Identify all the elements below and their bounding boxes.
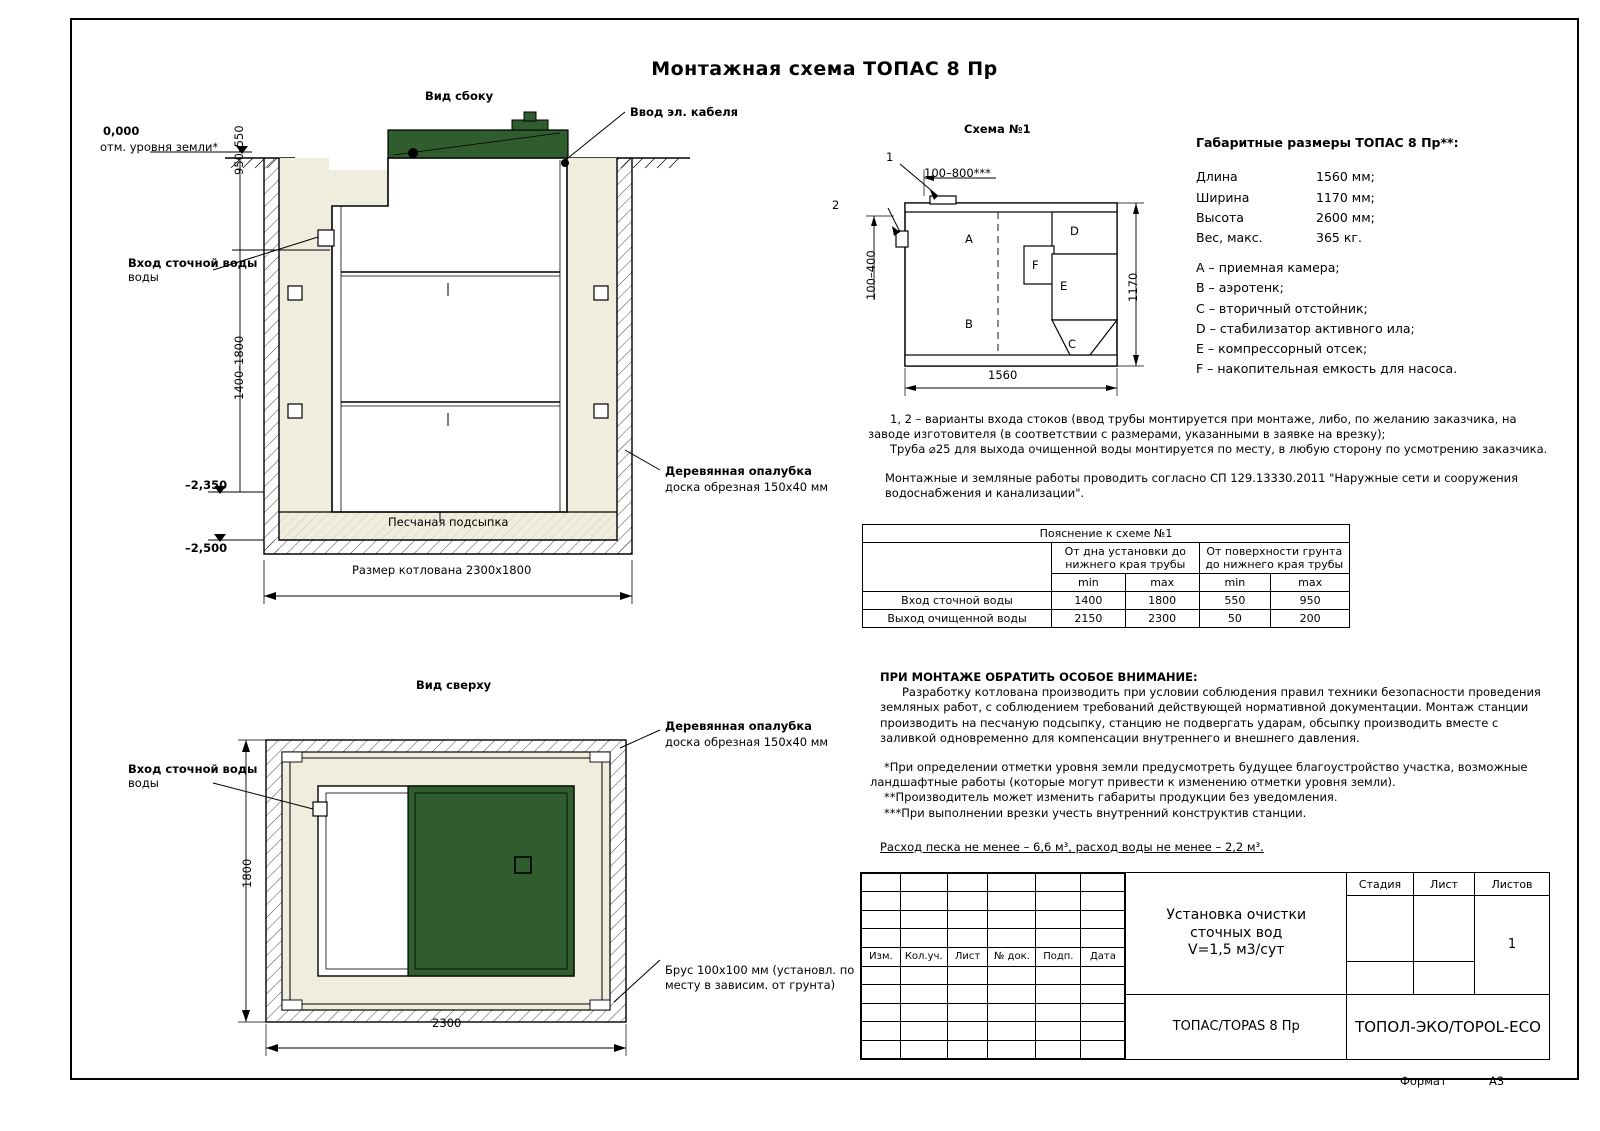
dimension-value: 1170 мм; (1316, 189, 1375, 205)
inlet-label-top-2: воды (128, 776, 159, 790)
inlet-label-side: Вход сточной воды (128, 256, 258, 270)
dimensions-block (1196, 133, 1459, 248)
level-caption: отм. уровня земли* (100, 140, 219, 154)
product-name: ТОПАС/TOPAS 8 Пр (1126, 994, 1347, 1060)
table-row (863, 592, 1350, 610)
dim-1400-1800: 1400–1800 (232, 335, 246, 400)
table-subhead: max (1125, 574, 1199, 592)
footnote-1: *При определении отметки уровня земли предусмотреть будущее благоустройство участка, возможные ландшафтные работы (которые могут привести к изменению отметки уровня земли). (870, 760, 1528, 790)
legend-item: D – стабилизатор активного ила; (1196, 320, 1415, 336)
side-view-caption: Вид сбоку (425, 89, 494, 103)
page-title: Монтажная схема ТОПАС 8 Пр (651, 58, 998, 80)
stamp-col: № док. (988, 947, 1036, 966)
side-view-graphic (150, 112, 690, 604)
stage-head: Стадия (1347, 873, 1414, 896)
formwork-label-side: Деревянная опалубка (665, 464, 812, 478)
object-line-2: сточных вод (1190, 924, 1283, 941)
object-line-3: V=1,5 м3/сут (1188, 942, 1285, 958)
consumption-note: Расход песка не менее – 6,6 м³, расход воды не менее – 2,2 м³. (880, 840, 1264, 854)
table-group-2: От поверхности грунта до нижнего края трубы (1199, 543, 1349, 574)
dimension-row (1196, 228, 1459, 248)
stamp-col: Лист (947, 947, 988, 966)
table-caption: Пояснение к схеме №1 (863, 525, 1350, 543)
table-subhead: min (1199, 574, 1271, 592)
note-variants (868, 412, 1548, 458)
sheet-extra (1414, 961, 1475, 994)
title-block-stamp (860, 872, 1550, 1060)
format-label: Формат (1400, 1074, 1447, 1088)
note-standards: Монтажные и земляные работы проводить согласно СП 129.13330.2011 "Наружные сети и сооружения водоснабжения и канализации". (885, 471, 1519, 501)
scheme-marker-2: 2 (832, 198, 840, 212)
sheet-value (1414, 896, 1475, 962)
sheets-head: Листов (1475, 873, 1550, 896)
revision-table (861, 873, 1125, 1059)
dimension-name: Высота (1196, 209, 1244, 225)
stage-value (1347, 896, 1414, 962)
note-pipe-text: Труба ⌀25 для выхода очищенной воды монтируется по месту, в любую сторону по усмотрению заказчика. (890, 442, 1548, 457)
pit-size-label: Размер котлована 2300х1800 (352, 563, 532, 577)
dimension-value: 365 кг. (1316, 230, 1362, 245)
legend-item: F – накопительная емкость для насоса. (1196, 361, 1458, 377)
formwork-label-side-2: доска обрезная 150х40 мм (665, 480, 829, 494)
table-cell: 550 (1199, 592, 1271, 610)
sand-bed-label: Песчаная подсыпка (388, 515, 509, 529)
dim-100-800: 100–800*** (924, 166, 991, 180)
dim-1170: 1170 (1126, 272, 1140, 302)
attention-body: Разработку котлована производить при условии соблюдения правил техники безопасности проведения земляных работ, с соблюдением требований действующей нормативной документации. Монтаж станции производить на песчаную подсыпку, станцию не подвергать ударам, обсыпку производить вместе с заливкой одновременно для компенсации внутреннего и внешнего давления. (880, 685, 1541, 745)
dimension-name: Длина (1196, 169, 1238, 185)
formwork-label-top-2: доска обрезная 150х40 мм (665, 735, 829, 749)
stamp-col: Подп. (1036, 947, 1081, 966)
format-value: А3 (1489, 1074, 1505, 1088)
stage-extra (1347, 961, 1414, 994)
attention-block (880, 670, 1550, 746)
scheme-cell-A: A (965, 232, 973, 246)
mark-2500: –2,500 (185, 541, 228, 555)
dim-100-400: 100–400 (864, 250, 878, 300)
dim-950-550: 950–550 (232, 125, 246, 175)
note-variants-text: 1, 2 – варианты входа стоков (ввод трубы монтируется при монтаже, либо, по желанию заказчика, на заводе изготовителя (в соответствии с размерами, указанными в заявке на врезку); (868, 412, 1517, 442)
legend-item: E – компрессорный отсек; (1196, 341, 1368, 356)
dimension-name: Вес, макс. (1196, 230, 1263, 245)
company-name: ТОПОЛ-ЭКО/TOPOL-ECO (1347, 994, 1550, 1060)
dim-2300: 2300 (432, 1016, 462, 1030)
attention-title: ПРИ МОНТАЖЕ ОБРАТИТЬ ОСОБОЕ ВНИМАНИЕ: (880, 670, 1198, 684)
level-mark: 0,000 (103, 124, 140, 138)
cable-input-label: Ввод эл. кабеля (630, 105, 739, 119)
table-subhead: min (1052, 574, 1126, 592)
stamp-col: Изм. (862, 947, 901, 966)
sheets-value: 1 (1475, 896, 1550, 995)
table-cell: 50 (1199, 610, 1271, 628)
table-cell: 2300 (1125, 610, 1199, 628)
table-cell: 2150 (1052, 610, 1126, 628)
beam-label: Брус 100х100 мм (установл. по (665, 963, 855, 977)
footnote-3: ***При выполнении врезки учесть внутренний конструктив станции. (884, 805, 1307, 820)
dimension-value: 1560 мм; (1316, 169, 1375, 185)
stamp-col: Кол.уч. (900, 947, 947, 966)
mark-2350: –2,350 (185, 478, 228, 492)
object-line-1: Установка очистки (1166, 907, 1307, 923)
table-corner (863, 543, 1052, 592)
footnotes-block (870, 760, 1550, 821)
scheme1-graphic (866, 164, 1144, 396)
table-row (863, 610, 1350, 628)
table-cell: 950 (1271, 592, 1350, 610)
top-view-graphic (213, 730, 660, 1056)
table-row-label: Выход очищенной воды (863, 610, 1052, 628)
legend-item: C – вторичный отстойник; (1196, 300, 1368, 316)
scheme-cell-C: C (1068, 337, 1077, 351)
dimension-row (1196, 208, 1459, 228)
stamp-col: Дата (1081, 947, 1125, 966)
dimension-name: Ширина (1196, 189, 1250, 205)
scheme1-caption: Схема №1 (964, 122, 1031, 136)
inlet-label-top: Вход сточной воды (128, 762, 258, 776)
dimension-value: 2600 мм; (1316, 209, 1375, 225)
dimensions-header: Габаритные размеры ТОПАС 8 Пр**: (1196, 135, 1459, 150)
footnote-2: **Производитель может изменить габариты продукции без уведомления. (884, 790, 1338, 805)
table-group-1: От дна установки до нижнего края трубы (1052, 543, 1200, 574)
scheme-marker-1: 1 (886, 150, 894, 164)
dimension-row (1196, 188, 1459, 208)
table-cell: 200 (1271, 610, 1350, 628)
dim-1800: 1800 (240, 858, 254, 888)
top-view-caption: Вид сверху (416, 678, 492, 692)
legend-item: B – аэротенк; (1196, 280, 1284, 296)
table-cell: 1400 (1052, 592, 1126, 610)
legend-item: A – приемная камера; (1196, 260, 1340, 275)
dim-1560: 1560 (988, 368, 1018, 382)
table-subhead: max (1271, 574, 1350, 592)
formwork-label-top: Деревянная опалубка (665, 719, 812, 733)
sheet-head: Лист (1414, 873, 1475, 896)
scheme-cell-F: F (1032, 258, 1039, 272)
table-cell: 1800 (1125, 592, 1199, 610)
scheme-cell-E: E (1060, 279, 1068, 293)
table-row-label: Вход сточной воды (863, 592, 1052, 610)
scheme-cell-D: D (1070, 224, 1079, 238)
beam-label-2: месту в зависим. от грунта) (665, 978, 836, 992)
scheme-cell-B: B (965, 317, 973, 331)
scheme-explanation-table (862, 524, 1350, 628)
legend-block (1196, 258, 1457, 380)
dimension-row (1196, 167, 1459, 187)
inlet-label-side-2: воды (128, 270, 159, 284)
